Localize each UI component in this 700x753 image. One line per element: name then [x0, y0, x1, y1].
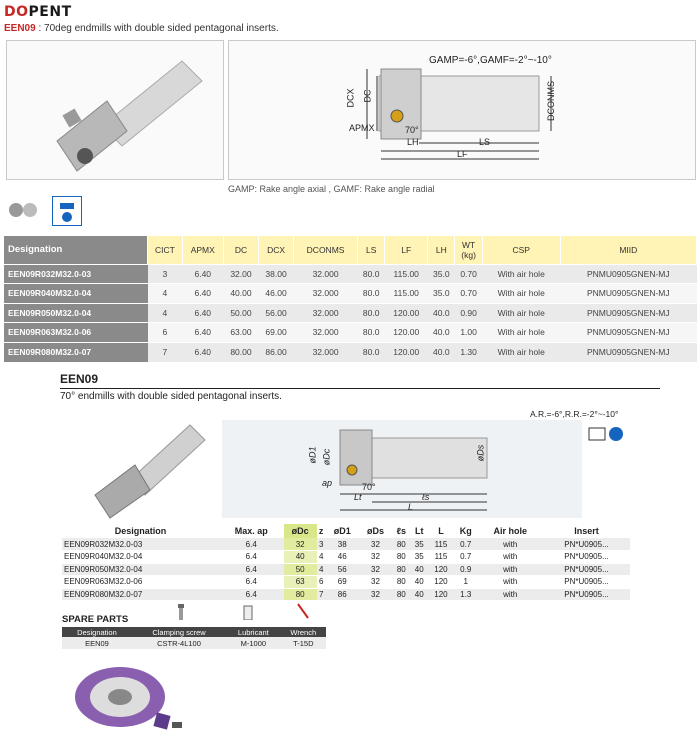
endmill-photo-2	[80, 420, 210, 520]
brand-logo	[4, 4, 72, 20]
cell: 0.90	[455, 303, 482, 323]
angle-label: 70°	[405, 125, 419, 135]
col-d1: øD1	[333, 526, 351, 536]
cell: 80	[392, 588, 410, 601]
coolant-icon	[52, 196, 82, 226]
spec-table-1-header	[4, 236, 697, 264]
cell: 35	[411, 538, 428, 551]
cell: 32	[359, 563, 392, 576]
cell: 6.4	[219, 563, 284, 576]
cell: PNMU0905GNEN-MJ	[560, 264, 696, 284]
cell: 40	[284, 551, 317, 564]
cell: with	[477, 576, 543, 589]
col-l: L	[438, 526, 444, 536]
cell: 32	[284, 538, 317, 551]
cell: 35	[411, 551, 428, 564]
dc-label: DC	[362, 89, 373, 103]
cell: With air hole	[482, 342, 560, 362]
col-wt: WT (kg)	[455, 236, 482, 264]
col-air-hole: Air hole	[493, 526, 527, 536]
cell: 56.00	[259, 303, 294, 323]
cell: 0.7	[454, 538, 477, 551]
cell: PNMU0905GNEN-MJ	[560, 284, 696, 304]
cell: 40.00	[223, 284, 258, 304]
col-sp-designation: Designation	[62, 627, 132, 637]
cell: 1	[454, 576, 477, 589]
cell: 50	[284, 563, 317, 576]
col-lh: LH	[428, 236, 455, 264]
cell: 80	[392, 538, 410, 551]
cell: T-15D	[281, 637, 326, 649]
col-apmx: APMX	[182, 236, 223, 264]
table-row	[4, 284, 697, 304]
apmx-label: APMX	[349, 123, 375, 133]
cell: 63.00	[223, 323, 258, 343]
cell: 40.0	[428, 342, 455, 362]
col-lt: Lt	[414, 526, 424, 536]
cell: 80	[392, 563, 410, 576]
cell: PN*U0905...	[543, 588, 630, 601]
product-photo-panel	[6, 40, 224, 180]
cell: 80.0	[358, 303, 385, 323]
cell: 3	[148, 264, 182, 284]
gamp-label: GAMP=-6°,GAMF=-2°~-10°	[429, 55, 552, 66]
cell: 80	[392, 576, 410, 589]
cell: 32	[359, 576, 392, 589]
cell: 32.000	[294, 303, 358, 323]
technical-drawing-panel	[228, 40, 696, 180]
cell: PN*U0905...	[543, 538, 630, 551]
section2-title: EEN09	[60, 372, 99, 386]
table-row	[62, 588, 630, 601]
col-dconms: DCONMS	[294, 236, 358, 264]
cell: EEN09R040M32.0-04	[4, 284, 148, 304]
col-lf: LF	[385, 236, 428, 264]
cell: 32.000	[294, 342, 358, 362]
cell: 35.0	[428, 264, 455, 284]
cell: PN*U0905...	[543, 576, 630, 589]
cell: 4	[148, 284, 182, 304]
cell: with	[477, 538, 543, 551]
technical-drawing-2-panel	[222, 420, 582, 518]
cell: EEN09R032M32.0-03	[62, 538, 219, 551]
tool-type-icon	[588, 424, 628, 444]
cell: 6.40	[182, 342, 223, 362]
cell: 32.000	[294, 284, 358, 304]
cell: 40.0	[428, 303, 455, 323]
spare-parts-title: SPARE PARTS	[62, 614, 129, 625]
ds-label: øDs	[475, 444, 486, 462]
cell: 38	[326, 538, 359, 551]
cell: 50.00	[223, 303, 258, 323]
cell: 0.7	[454, 551, 477, 564]
cell: 80	[284, 588, 317, 601]
cell: 0.9	[454, 563, 477, 576]
cell: 6.4	[219, 551, 284, 564]
col-clamping-screw: Clamping screw	[132, 627, 226, 637]
cell: 63	[284, 576, 317, 589]
cell: 40.0	[428, 323, 455, 343]
cell: With air hole	[482, 303, 560, 323]
product-code: EEN09	[4, 23, 36, 34]
cell: EEN09R032M32.0-03	[4, 264, 148, 284]
col-dcx: DCX	[259, 236, 294, 264]
page-subtitle	[4, 23, 279, 34]
dconms-label: DCONMS	[546, 81, 556, 121]
cell: 6	[317, 576, 326, 589]
col-csp: CSP	[482, 236, 560, 264]
table-row	[4, 342, 697, 362]
cell: 0.70	[455, 264, 482, 284]
cell: PNMU0905GNEN-MJ	[560, 323, 696, 343]
cell: 80.0	[358, 264, 385, 284]
endmill-photo	[7, 41, 225, 181]
spec-table-2-header	[62, 524, 630, 538]
cell: 120	[428, 563, 454, 576]
cell: With air hole	[482, 323, 560, 343]
cell: EEN09R040M32.0-04	[62, 551, 219, 564]
table-row	[62, 551, 630, 564]
ls2-label: ℓs	[422, 492, 430, 502]
d1-label: øD1	[307, 446, 318, 464]
cell: 32	[359, 538, 392, 551]
cell: 69	[326, 576, 359, 589]
cell: 6.40	[182, 284, 223, 304]
cell: 115.00	[385, 264, 428, 284]
ap-label: ap	[322, 478, 333, 488]
cell: 32.000	[294, 323, 358, 343]
cell: 1.30	[455, 342, 482, 362]
table-row	[4, 303, 697, 323]
cell: with	[477, 551, 543, 564]
col-lubricant: Lubricant	[226, 627, 280, 637]
lubricant-icon	[242, 604, 254, 620]
cell: 86	[326, 588, 359, 601]
cell: 80.00	[223, 342, 258, 362]
col-dc: DC	[223, 236, 258, 264]
lh-label: LH	[407, 137, 419, 147]
dcx-label: DCX	[345, 88, 356, 108]
cell: with	[477, 588, 543, 601]
col-dc-2: øDc	[284, 524, 317, 538]
cell: 40	[411, 588, 428, 601]
cell: 7	[148, 342, 182, 362]
cell: M-1000	[226, 637, 280, 649]
table-row	[4, 323, 697, 343]
technical-drawing-2	[222, 420, 582, 518]
cell: 1.3	[454, 588, 477, 601]
rake-angle-label: A.R.=-6°,R.R.=-2°~-10°	[530, 409, 619, 419]
spec-table-2	[62, 524, 630, 601]
cell: EEN09R080M32.0-07	[62, 588, 219, 601]
cell: EEN09R050M32.0-04	[62, 563, 219, 576]
col-z: z	[318, 526, 324, 536]
col-designation-2: Designation	[114, 526, 167, 536]
cell: 80.0	[358, 342, 385, 362]
cell: 120.00	[385, 323, 428, 343]
cell: 32	[359, 588, 392, 601]
cell: 80.0	[358, 323, 385, 343]
cell: 120	[428, 588, 454, 601]
cell: 6.4	[219, 588, 284, 601]
table-row	[62, 637, 326, 649]
cell: EEN09R063M32.0-06	[4, 323, 148, 343]
col-kg: Kg	[459, 526, 472, 536]
cell: 32.000	[294, 264, 358, 284]
col-max-ap: Max. ap	[234, 526, 268, 536]
cell: PN*U0905...	[543, 563, 630, 576]
spec-table-1	[4, 236, 697, 362]
col-ls: LS	[358, 236, 385, 264]
ls-label: LS	[479, 137, 491, 147]
cell: 115	[428, 538, 454, 551]
cell: 6	[148, 323, 182, 343]
cell: EEN09R063M32.0-06	[62, 576, 219, 589]
col-cict: CICT	[148, 236, 182, 264]
spare-parts-header	[62, 627, 326, 637]
brand-logo-part-b: PENT	[28, 4, 72, 20]
cell: 4	[148, 303, 182, 323]
col-insert: Insert	[574, 526, 599, 536]
lt-label: Lt	[354, 492, 362, 502]
cell: 69.00	[259, 323, 294, 343]
insert-thumbnail-icon	[6, 198, 40, 222]
cell: 46	[326, 551, 359, 564]
col-ls-2: ℓs	[396, 526, 406, 536]
cell: PN*U0905...	[543, 551, 630, 564]
screw-icon	[176, 604, 186, 620]
cell: EEN09R050M32.0-04	[4, 303, 148, 323]
cell: 38.00	[259, 264, 294, 284]
cell: 86.00	[259, 342, 294, 362]
dc2-label: øDc	[321, 448, 332, 466]
col-ds: øDs	[366, 526, 384, 536]
cell: 0.70	[455, 284, 482, 304]
cell: PNMU0905GNEN-MJ	[560, 342, 696, 362]
cell: 7	[317, 588, 326, 601]
cell: with	[477, 563, 543, 576]
cell: 56	[326, 563, 359, 576]
cell: 6.4	[219, 576, 284, 589]
cell: 40	[411, 563, 428, 576]
cell: 1.00	[455, 323, 482, 343]
lf-label: LF	[457, 149, 468, 159]
l-label: L	[408, 502, 414, 512]
cell: 115	[428, 551, 454, 564]
cell: 4	[317, 551, 326, 564]
section2-divider	[60, 388, 660, 389]
cell: 32	[359, 551, 392, 564]
brand-logo-part-a: DO	[4, 4, 29, 20]
cell: 35.0	[428, 284, 455, 304]
cell: 46.00	[259, 284, 294, 304]
cell: 6.40	[182, 323, 223, 343]
cell: 4	[317, 563, 326, 576]
cell: PNMU0905GNEN-MJ	[560, 303, 696, 323]
cell: 120.00	[385, 303, 428, 323]
cell: EEN09R080M32.0-07	[4, 342, 148, 362]
cell: 3	[317, 538, 326, 551]
col-miid: MIID	[560, 236, 696, 264]
cell: EEN09	[62, 637, 132, 649]
table-row	[62, 563, 630, 576]
cell: 6.40	[182, 264, 223, 284]
cell: 32.00	[223, 264, 258, 284]
rake-angle-caption: GAMP: Rake angle axial , GAMF: Rake angle radial	[228, 184, 435, 194]
cell: 80.0	[358, 284, 385, 304]
section2-subtitle: 70° endmills with double sided pentagonal inserts.	[60, 391, 282, 402]
col-designation: Designation	[4, 236, 148, 264]
angle2-label: 70°	[362, 482, 376, 492]
cell: 120	[428, 576, 454, 589]
cell: With air hole	[482, 264, 560, 284]
col-wrench: Wrench	[281, 627, 326, 637]
cell: 120.00	[385, 342, 428, 362]
subtitle-text: : 70deg endmills with double sided pentagonal inserts.	[35, 23, 279, 34]
table-row	[4, 264, 697, 284]
cell: 115.00	[385, 284, 428, 304]
table-row	[62, 538, 630, 551]
table-row	[62, 576, 630, 589]
cell: 40	[411, 576, 428, 589]
insert-assembly-photo	[60, 652, 190, 748]
cell: 80	[392, 551, 410, 564]
wrench-icon	[296, 602, 310, 620]
cell: 6.4	[219, 538, 284, 551]
cell: 6.40	[182, 303, 223, 323]
cell: CSTR-4L100	[132, 637, 226, 649]
spare-parts-table	[62, 627, 326, 649]
cell: With air hole	[482, 284, 560, 304]
